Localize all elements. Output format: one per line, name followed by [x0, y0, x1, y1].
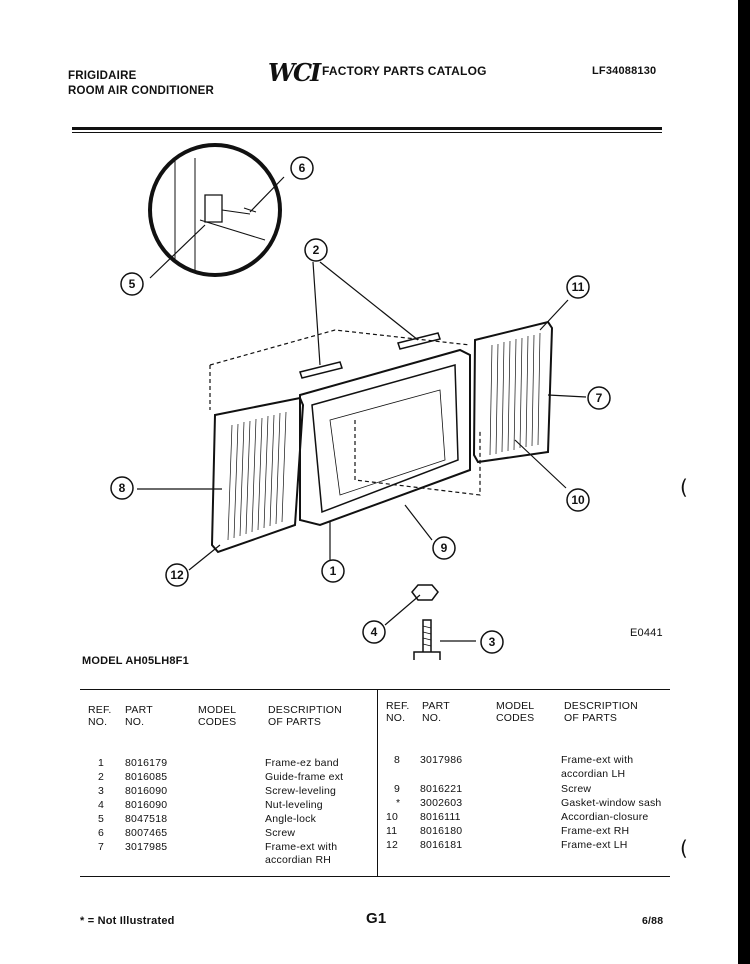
part-no: 8016179 — [125, 757, 168, 769]
binder-mark-lower: ( — [680, 836, 688, 860]
svg-text:4: 4 — [370, 625, 378, 639]
part-no: 8016090 — [125, 785, 168, 797]
table-row: 1 — [98, 757, 105, 769]
page-number: G1 — [366, 910, 387, 927]
table-row: 9 — [394, 783, 401, 795]
part-no: 8007465 — [125, 827, 168, 839]
table-row: 10 — [386, 811, 399, 823]
svg-text:2: 2 — [312, 243, 320, 257]
callout-2 — [305, 239, 327, 261]
part-desc: Nut-leveling — [265, 799, 323, 811]
part-desc: Angle-lock — [265, 813, 317, 825]
part-desc: Frame-ext LH — [561, 839, 628, 851]
part-desc: Screw — [265, 827, 296, 839]
part-desc: Screw-leveling — [265, 785, 337, 797]
callout-10 — [567, 489, 589, 511]
part-desc: Frame-ext RH — [561, 825, 630, 837]
diagram-code: E0441 — [630, 627, 663, 639]
table-row: 12 — [386, 839, 399, 851]
header-desc-left: DESCRIPTION OF PARTS — [268, 704, 342, 728]
detail-magnifier — [150, 145, 280, 275]
header-rule-thin — [72, 132, 662, 133]
header-part-left: PART NO. — [125, 704, 153, 728]
header-desc-right: DESCRIPTION OF PARTS — [564, 700, 638, 724]
svg-text:8: 8 — [118, 481, 126, 495]
table-row: 6 — [98, 827, 105, 839]
exploded-parts-diagram — [60, 140, 680, 660]
table-bottom-rule — [80, 876, 670, 877]
scan-edge — [738, 0, 750, 964]
model-number: MODEL AH05LH8F1 — [82, 655, 189, 667]
catalog-number: LF34088130 — [592, 65, 657, 77]
part-no: 8047518 — [125, 813, 168, 825]
part-no: 8016181 — [420, 839, 463, 851]
table-row: 8 — [394, 754, 401, 766]
wci-logo: WCI — [268, 58, 320, 87]
callout-11 — [567, 276, 589, 298]
table-row: 4 — [98, 799, 105, 811]
table-row: 5 — [98, 813, 105, 825]
part-no: 3017985 — [125, 841, 168, 853]
svg-text:10: 10 — [571, 493, 585, 507]
part-desc: Frame-ez band — [265, 757, 339, 769]
table-row: 11 — [386, 825, 398, 837]
part-desc: Screw — [561, 783, 592, 795]
table-row: 3 — [98, 785, 105, 797]
part-desc: Frame-ext with — [561, 754, 634, 766]
header-part-right: PART NO. — [422, 700, 450, 724]
callout-1 — [322, 560, 344, 582]
svg-text:5: 5 — [128, 277, 136, 291]
header-rule — [72, 127, 662, 130]
callout-12 — [166, 564, 188, 586]
svg-text:3: 3 — [488, 635, 496, 649]
svg-text:1: 1 — [329, 564, 337, 578]
svg-text:9: 9 — [440, 541, 448, 555]
part-desc: Gasket-window sash — [561, 797, 662, 809]
part-desc: Accordian-closure — [561, 811, 649, 823]
catalog-date: 6/88 — [642, 915, 664, 927]
part-no: 8016090 — [125, 799, 168, 811]
callout-7 — [588, 387, 610, 409]
callout-4 — [363, 621, 385, 643]
table-row: * — [396, 797, 401, 809]
part-desc-line2: accordian RH — [265, 854, 332, 866]
svg-text:6: 6 — [298, 161, 306, 175]
svg-text:7: 7 — [595, 391, 603, 405]
part-no: 3002603 — [420, 797, 463, 809]
table-divider — [377, 689, 378, 876]
part-no: 8016221 — [420, 783, 463, 795]
part-no: 3017986 — [420, 754, 463, 766]
header-model-left: MODEL CODES — [198, 704, 237, 728]
svg-text:11: 11 — [571, 280, 585, 294]
header-brand-block — [68, 69, 214, 99]
table-row: 2 — [98, 771, 105, 783]
part-no: 8016180 — [420, 825, 463, 837]
callout-6 — [291, 157, 313, 179]
part-no: 8016085 — [125, 771, 168, 783]
part-desc-line2: accordian LH — [561, 768, 626, 780]
svg-text:12: 12 — [170, 568, 184, 582]
callout-5 — [121, 273, 143, 295]
brand-name: FRIGIDAIRE — [68, 70, 137, 82]
callout-3 — [481, 631, 503, 653]
product-name: ROOM AIR CONDITIONER — [68, 85, 215, 97]
catalog-title: FACTORY PARTS CATALOG — [322, 64, 487, 78]
part-desc: Guide-frame ext — [265, 771, 344, 783]
table-top-rule — [80, 689, 670, 690]
part-no: 8016111 — [420, 811, 461, 823]
callout-9 — [433, 537, 455, 559]
header-ref-right: REF. NO. — [386, 700, 410, 724]
not-illustrated-note: * = Not Illustrated — [80, 915, 175, 927]
binder-mark-upper: ( — [680, 475, 688, 499]
part-desc: Frame-ext with — [265, 841, 338, 853]
header-model-right: MODEL CODES — [496, 700, 535, 724]
table-row: 7 — [98, 841, 105, 853]
callout-8 — [111, 477, 133, 499]
header-ref-left: REF. NO. — [88, 704, 112, 728]
